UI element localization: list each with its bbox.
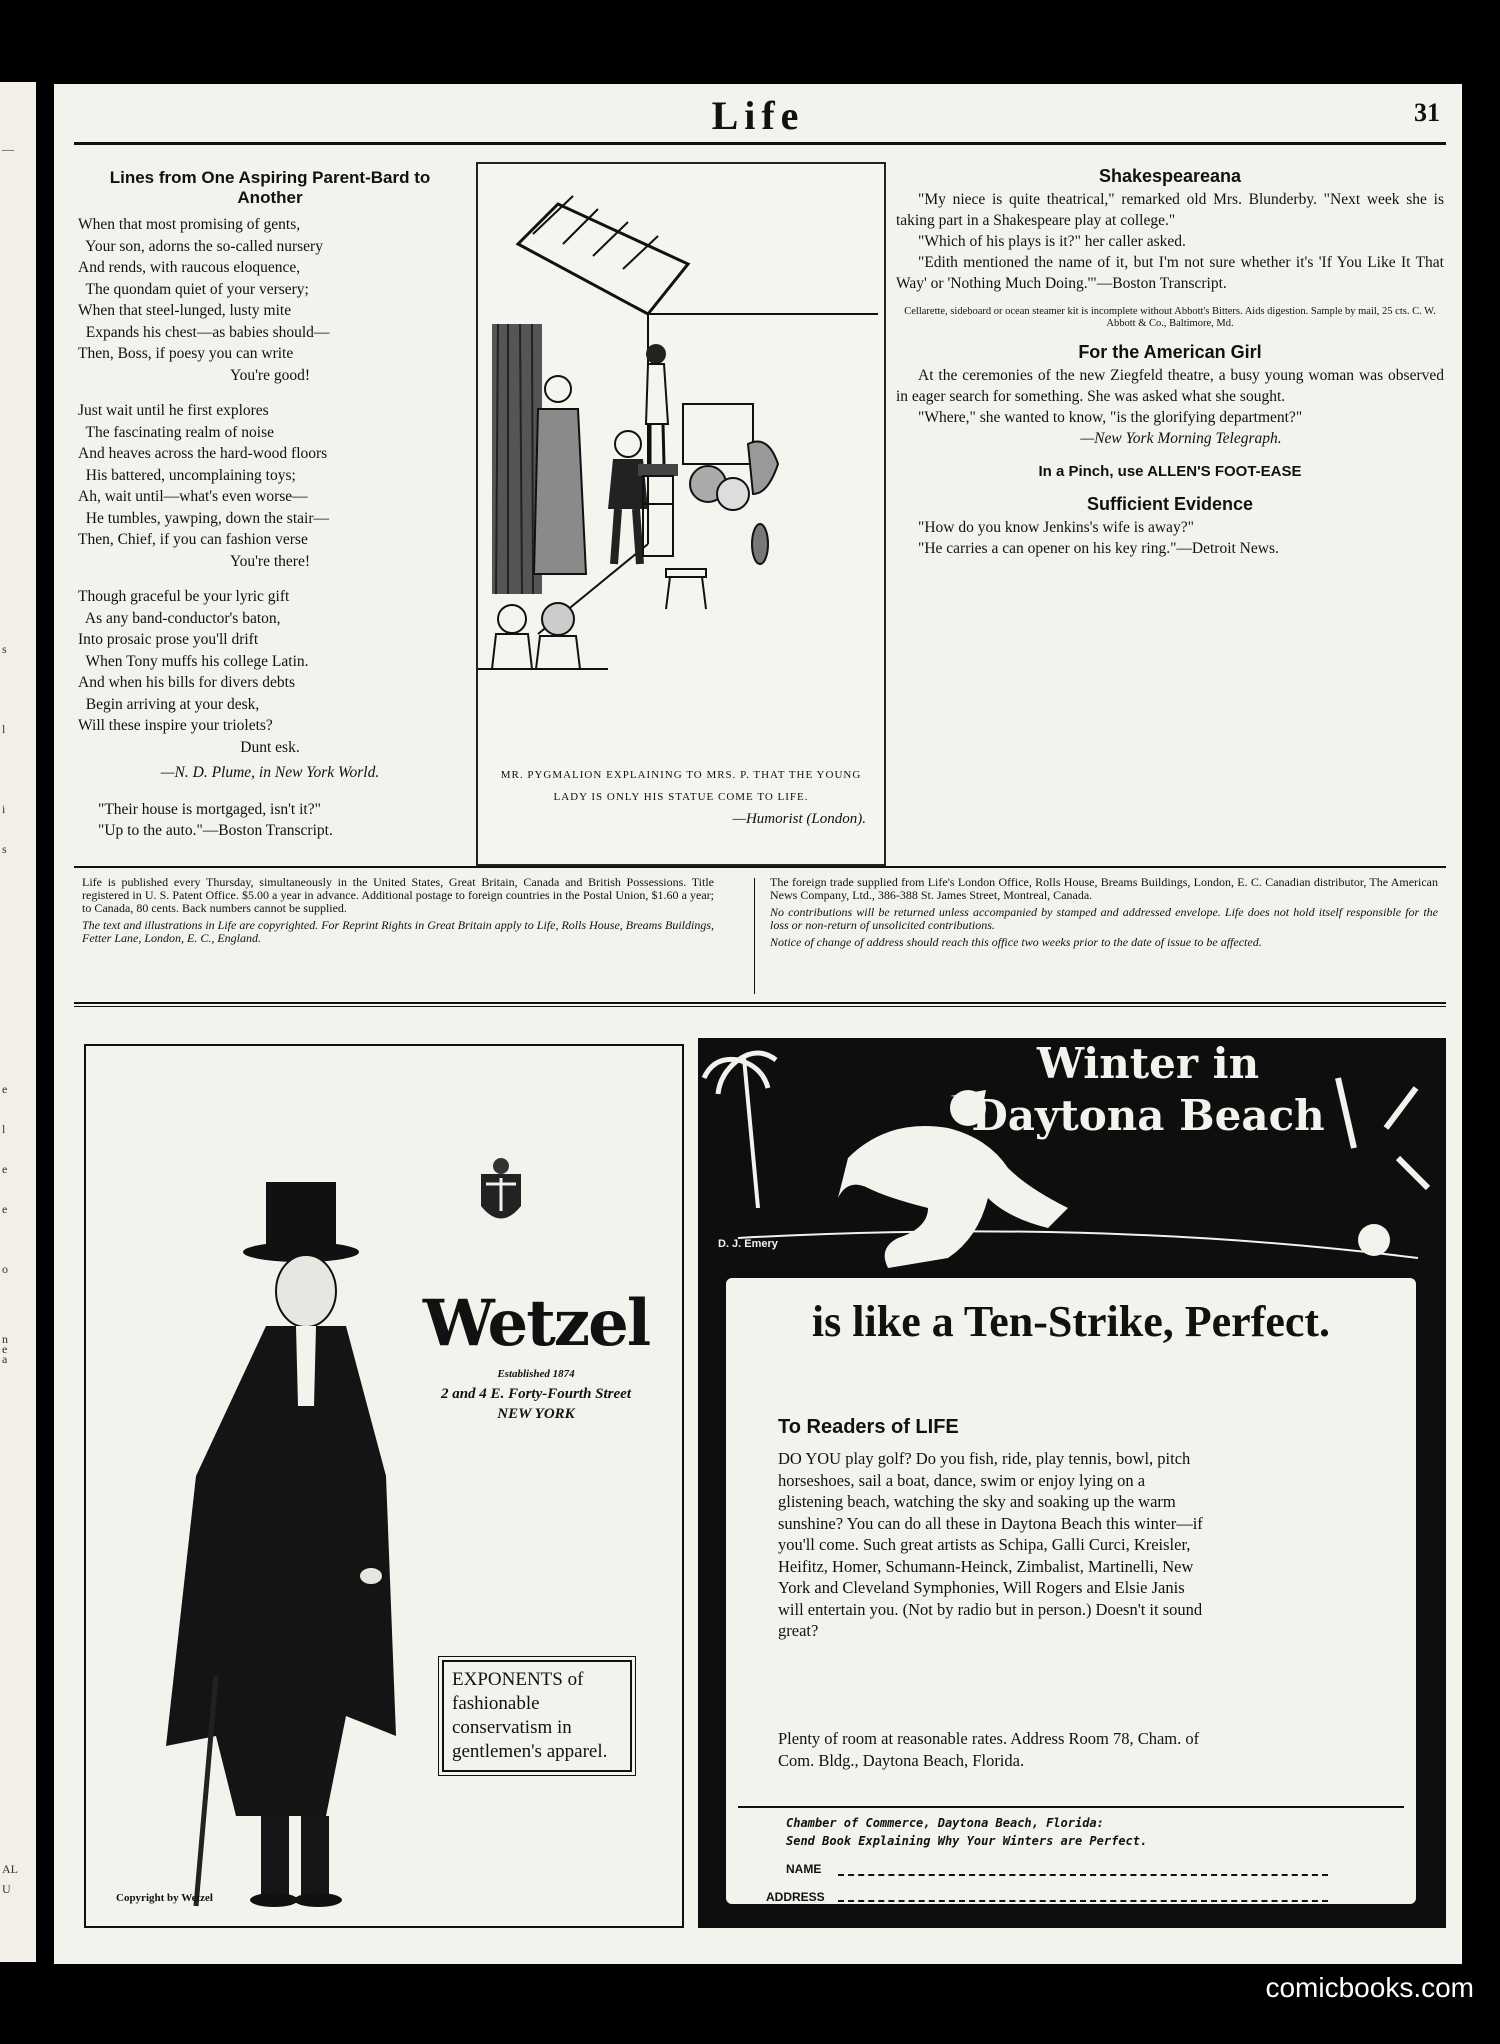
strip-fragment: U (2, 1882, 11, 1896)
strip-fragment: e (2, 1162, 8, 1176)
poem-line: When that most promising of gents, (78, 216, 301, 233)
poem-line: And heaves across the hard-wood floors (78, 445, 328, 462)
wetzel-copyright: Copyright by Wetzel (116, 1892, 213, 1904)
cartoon-caption: MR. PYGMALION EXPLAINING TO MRS. P. THAT THE YOUNG LADY IS ONLY HIS STATUE COME TO LIFE. (500, 769, 862, 803)
magazine-page (54, 84, 1462, 1964)
coupon-rule (738, 1806, 1404, 1808)
name-label: NAME (786, 1862, 822, 1876)
artist-signature: D. J. Emery (718, 1238, 778, 1250)
poem-line: As any band-conductor's baton, (78, 609, 281, 627)
poem-line: When that steel-lunged, lusty mite (78, 302, 292, 319)
address-label: ADDRESS (766, 1890, 825, 1904)
poem-title: Lines from One Aspiring Parent-Bard to Another (109, 168, 431, 207)
poem-line: Ah, wait until—what's even worse— (78, 488, 308, 505)
daytona-text-panel (726, 1278, 1416, 1904)
poem-column (78, 168, 462, 841)
gentleman-illustration (156, 1176, 406, 1916)
paragraph: "Where," she wanted to know, "is the glorifying department?" (918, 409, 1303, 426)
poem-attribution: —N. D. Plume, in New York World. (160, 764, 380, 781)
strip-fragment: n (2, 1332, 8, 1346)
poem-line: And when his bills for divers debts (78, 674, 295, 691)
strip-fragment: s (2, 842, 7, 856)
strip-fragment: e (2, 1202, 8, 1216)
name-field[interactable] (838, 1874, 1328, 1876)
strip-fragment: — (2, 142, 14, 156)
poem-line: Into prosaic prose you'll drift (78, 631, 259, 648)
crest-icon (466, 1156, 536, 1236)
wetzel-city: NEW YORK (497, 1406, 575, 1422)
paragraph: "Which of his plays is it?" her caller asked. (918, 233, 1186, 250)
poem-line: You're good! (229, 366, 310, 384)
publisher-note: Notice of change of address should reach this office two weeks prior to the date of issue to be affected. (770, 935, 1262, 949)
strip-fragment: o (2, 1262, 8, 1276)
publisher-note: The foreign trade supplied from Life's London Office, Rolls House, Breams Buildings, London, E. C. Canadian distributor, The American News Company, Ltd., 386-388 St. James Street, Montreal, Canada. (770, 875, 1438, 902)
coupon-line: Send Book Explaining Why Your Winters are Perfect. (786, 1834, 1148, 1848)
joke-question: "Their house is mortgaged, isn't it?" (98, 801, 321, 818)
publisher-notes-right (770, 876, 1438, 953)
daytona-beach-ad (698, 1038, 1446, 1928)
foot-ease-ad: In a Pinch, use ALLEN'S FOOT-EASE (1038, 463, 1302, 480)
sufficient-evidence-title: Sufficient Evidence (1086, 494, 1254, 514)
poem-line: Dunt esk. (240, 738, 300, 756)
masthead-title: Life (711, 93, 805, 138)
header-rule (74, 142, 1446, 145)
poem-line: Just wait until he first explores (78, 402, 269, 419)
wetzel-ad (84, 1044, 684, 1928)
strip-fragment: e (2, 1342, 8, 1356)
divider-rule (74, 1006, 1446, 1007)
publisher-note: The text and illustrations in Life are copyrighted. For Reprint Rights in Great Britain apply to Life, Rolls House, Breams Buildings, Fetter Lane, London, E. C., England. (82, 918, 714, 945)
pygmalion-illustration (478, 164, 884, 754)
poem-line: Then, Chief, if you can fashion verse (78, 531, 308, 548)
paragraph: "He carries a can opener on his key ring."—Detroit News. (918, 540, 1279, 557)
poem-line: His battered, uncomplaining toys; (78, 466, 296, 484)
paragraph: "How do you know Jenkins's wife is away?" (918, 519, 1194, 536)
paragraph: "Edith mentioned the name of it, but I'm not sure whether it's 'If You Like It That Way' or 'Nothing Much Doing.'"—Boston Transcript. (896, 254, 1444, 292)
wetzel-tagline: EXPONENTS of fashionable conservatism in gentlemen's apparel. (442, 1660, 632, 1772)
publisher-note: Life is published every Thursday, simultaneously in the United States, Great Britain, Canada and British Possessions. Title registered in U. S. Patent Office. $5.00 a year in advance. Additional postage to foreign countries in the Postal Union, $1.60 a year; to Canada, 80 cents. Back numbers cannot be supplied. (82, 875, 714, 915)
poem-stanza (78, 214, 462, 386)
divider-rule (74, 1002, 1446, 1004)
daytona-heading: Winter in Daytona Beach (971, 1039, 1325, 1140)
poem-line: He tumbles, yawping, down the stair— (78, 509, 329, 527)
strip-fragment: a (2, 1352, 8, 1366)
wetzel-brand: Wetzel (422, 1286, 650, 1361)
strip-fragment: s (2, 642, 7, 656)
daytona-headline: is like a Ten-Strike, Perfect. (811, 1297, 1331, 1346)
strip-fragment: l (2, 1122, 6, 1136)
wetzel-address: 2 and 4 E. Forty-Fourth Street (440, 1386, 632, 1402)
shakespeareana-title: Shakespeareana (1098, 166, 1242, 186)
daytona-subhead: To Readers of LIFE (778, 1416, 959, 1438)
address-field[interactable] (838, 1900, 1328, 1902)
poem-line: Will these inspire your triolets? (78, 717, 273, 734)
strip-fragment: AL (2, 1862, 18, 1876)
poem-stanza (78, 586, 462, 758)
poem-line: You're there! (230, 552, 310, 570)
wetzel-established: Established 1874 (497, 1368, 575, 1380)
cartoon-panel (476, 162, 886, 866)
cartoon-caption-block (496, 764, 866, 830)
adjacent-page-edge (0, 82, 36, 1962)
humor-column (896, 166, 1444, 559)
abbott-bitters-ad: Cellarette, sideboard or ocean steamer kit is incomplete without Abbott's Bitters. Aids digestion. Sample by mail, 25 cts. C. W. Abbott & Co., Baltimore, Md. (904, 306, 1436, 329)
poem-line: The quondam quiet of your versery; (78, 280, 309, 298)
poem-line: Your son, adorns the so-called nursery (78, 237, 323, 255)
strip-fragment: l (2, 722, 6, 736)
daytona-body-rates: Plenty of room at reasonable rates. Address Room 78, Cham. of Com. Bldg., Daytona Beach, Florida. (778, 1729, 1200, 1770)
poem-line: Expands his chest—as babies should— (78, 323, 330, 341)
watermark: comicbooks.com (1265, 1972, 1474, 2003)
joke-answer: "Up to the auto."—Boston Transcript. (98, 822, 333, 839)
american-girl-title: For the American Girl (1078, 342, 1262, 362)
divider-rule (74, 866, 1446, 868)
publisher-notes-left (82, 876, 714, 949)
strip-fragment: e (2, 1082, 8, 1096)
poem-body (78, 214, 462, 758)
poem-line: And rends, with raucous eloquence, (78, 259, 301, 276)
poem-line: Then, Boss, if poesy you can write (78, 345, 294, 362)
poem-line: Begin arriving at your desk, (78, 695, 260, 713)
notes-divider (754, 878, 755, 994)
paragraph: "My niece is quite theatrical," remarked old Mrs. Blunderby. "Next week she is taking part in a Shakespeare play at college." (896, 191, 1444, 229)
poem-line: When Tony muffs his college Latin. (78, 652, 309, 670)
cartoon-source: —Humorist (London). (732, 811, 866, 827)
paragraph: At the ceremonies of the new Ziegfeld theatre, a busy young woman was observed in eager search for something. She was asked what she sought. (896, 367, 1444, 405)
poem-line: The fascinating realm of noise (78, 423, 274, 441)
publisher-note: No contributions will be returned unless accompanied by stamped and addressed envelope. Life does not hold itself responsible for the loss or non-return of unsolicited contributions. (770, 905, 1438, 932)
coupon-line: Chamber of Commerce, Daytona Beach, Florida: (786, 1816, 1104, 1830)
page-number: 31 (1414, 98, 1440, 127)
paragraph: —New York Morning Telegraph. (1080, 430, 1282, 447)
strip-fragment: i (2, 802, 6, 816)
poem-stanza (78, 400, 462, 572)
poem-line: Though graceful be your lyric gift (78, 588, 290, 605)
daytona-body: DO YOU play golf? Do you fish, ride, play tennis, bowl, pitch horseshoes, sail a boat, dance, swim or enjoy lying on a glistening beach, watching the sky and soaking up the warm sunshine? You can do all these in Daytona Beach this winter—if you'll come. Such great artists as Schipa, Galli Curci, Kreisler, Heifitz, Homer, Schumann-Heinck, Zimbalist, Martinelli, New York and Cleveland Symphonies, Will Rogers and Elsie Janis will entertain you. (Not by radio but in person.) Doesn't it sound great? (778, 1449, 1203, 1640)
